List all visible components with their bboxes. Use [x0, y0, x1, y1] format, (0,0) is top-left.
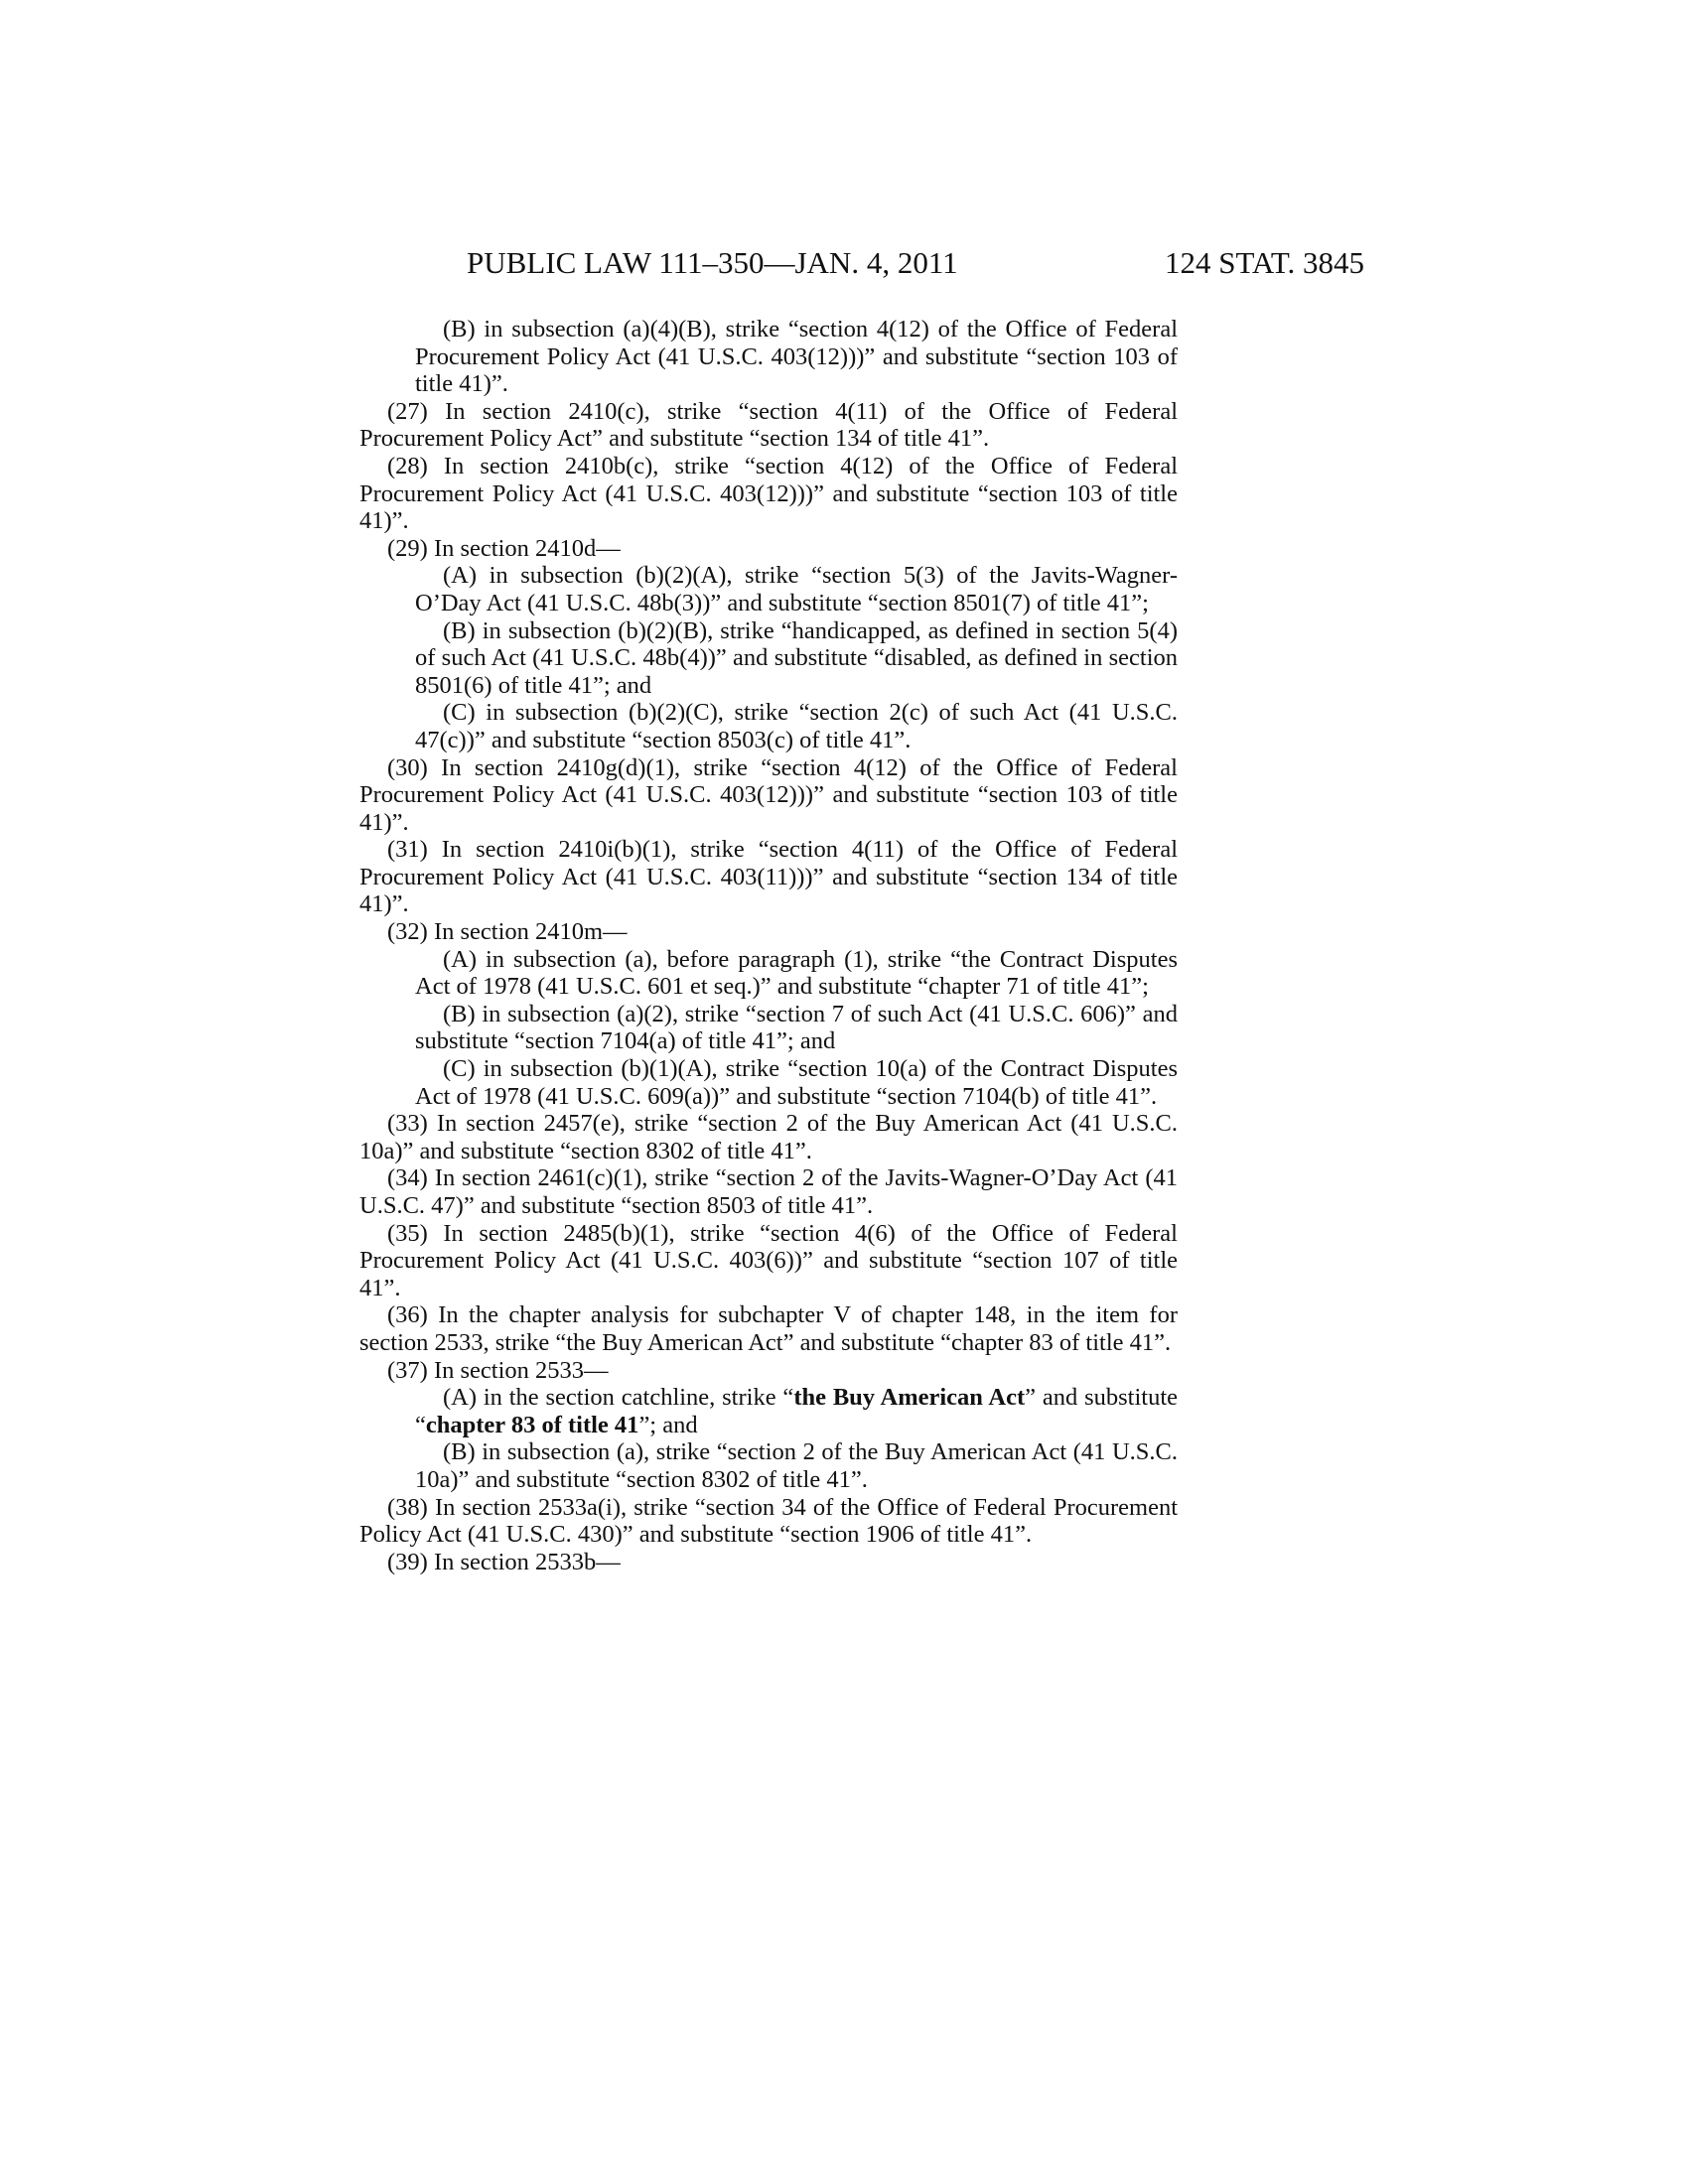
paragraph: (30) In section 2410g(d)(1), strike “section 4(12) of the Office of Federal Procurement Policy Act (41 U.S.C. 403(12)))” and substitute “section 103 of title 41)”.	[359, 753, 1178, 836]
statute-page-number: 124 STAT. 3845	[1164, 245, 1364, 280]
paragraph: (37) In section 2533—	[387, 1356, 609, 1384]
text-segment: ”; and	[638, 1411, 698, 1438]
paragraph: (B) in subsection (a), strike “section 2 of the Buy American Act (41 U.S.C. 10a)” and substitute “section 8302 of title 41”.	[415, 1438, 1178, 1493]
paragraph: (32) In section 2410m—	[387, 918, 628, 946]
paragraph: (B) in subsection (a)(2), strike “section 7 of such Act (41 U.S.C. 606)” and substitute “section 7104(a) of title 41”; and	[415, 1000, 1178, 1055]
paragraph: (34) In section 2461(c)(1), strike “section 2 of the Javits-Wagner-O’Day Act (41 U.S.C. 47)” and substitute “section 8503 of title 41”.	[359, 1164, 1178, 1219]
bold-text-segment: the Buy American Act	[793, 1384, 1026, 1412]
paragraph: (A) in subsection (a), before paragraph (1), strike “the Contract Disputes Act of 1978 (41 U.S.C. 601 et seq.)” and substitute “chapter 71 of title 41”;	[415, 945, 1178, 1001]
text-segment: ” and substitute “	[415, 1384, 1179, 1438]
paragraph: (35) In section 2485(b)(1), strike “section 4(6) of the Office of Federal Procurement Policy Act (41 U.S.C. 403(6))” and substitute “section 107 of title 41”.	[359, 1219, 1178, 1301]
paragraph: (33) In section 2457(e), strike “section 2 of the Buy American Act (41 U.S.C. 10a)” and substitute “section 8302 of title 41”.	[359, 1110, 1178, 1164]
text-segment: (A) in the section catchline, strike “	[443, 1384, 794, 1412]
paragraph: (A) in subsection (b)(2)(A), strike “section 5(3) of the Javits-Wagner-O’Day Act (41 U.S.C. 48b(3))” and substitute “section 8501(7) of title 41”;	[415, 562, 1178, 616]
paragraph: (39) In section 2533b—	[387, 1548, 621, 1575]
paragraph: (C) in subsection (b)(1)(A), strike “section 10(a) of the Contract Disputes Act of 1978 (41 U.S.C. 609(a))” and substitute “section 7104(b) of title 41”.	[415, 1055, 1178, 1110]
paragraph: (38) In section 2533a(i), strike “section 34 of the Office of Federal Procurement Policy Act (41 U.S.C. 430)” and substitute “section 1906 of title 41”.	[359, 1493, 1178, 1549]
paragraph: (31) In section 2410i(b)(1), strike “section 4(11) of the Office of Federal Procurement Policy Act (41 U.S.C. 403(11)))” and substitute “section 134 of title 41)”.	[359, 836, 1178, 918]
paragraph: (B) in subsection (b)(2)(B), strike “handicapped, as defined in section 5(4) of such Act (41 U.S.C. 48b(4))” and substitute “disabled, as defined in section 8501(6) of title 41”; and	[415, 616, 1178, 699]
page-header	[0, 245, 1688, 285]
paragraph-with-bold	[359, 1384, 1178, 1438]
paragraph: (29) In section 2410d—	[387, 534, 621, 562]
paragraph: (C) in subsection (b)(2)(C), strike “section 2(c) of such Act (41 U.S.C. 47(c))” and substitute “section 8503(c) of title 41”.	[415, 699, 1178, 753]
running-head: PUBLIC LAW 111–350—JAN. 4, 2011	[467, 245, 958, 280]
body-text	[359, 316, 1178, 1575]
paragraph: (27) In section 2410(c), strike “section 4(11) of the Office of Federal Procurement Policy Act” and substitute “section 134 of title 41”.	[359, 397, 1178, 453]
paragraph: (B) in subsection (a)(4)(B), strike “section 4(12) of the Office of Federal Procurement Policy Act (41 U.S.C. 403(12)))” and substitute “section 103 of title 41)”.	[415, 316, 1178, 398]
paragraph: (36) In the chapter analysis for subchapter V of chapter 148, in the item for section 2533, strike “the Buy American Act” and substitute “chapter 83 of title 41”.	[359, 1301, 1178, 1356]
bold-text-segment: chapter 83 of title 41	[425, 1411, 639, 1438]
paragraph: (28) In section 2410b(c), strike “section 4(12) of the Office of Federal Procurement Policy Act (41 U.S.C. 403(12)))” and substitute “section 103 of title 41)”.	[359, 452, 1178, 535]
